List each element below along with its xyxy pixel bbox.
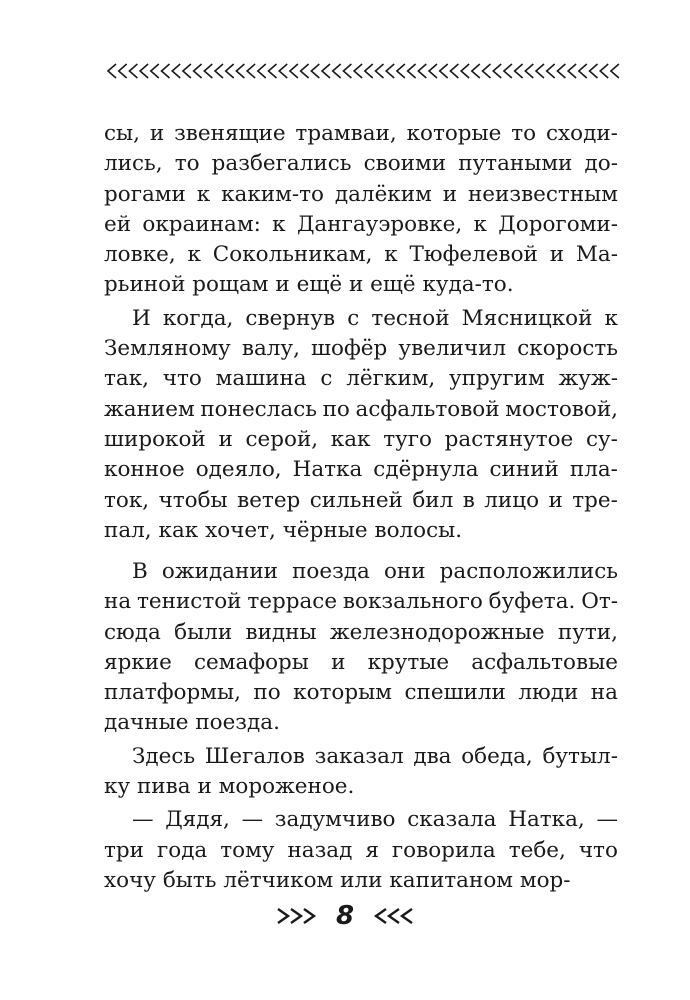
word: семафоры: [193, 649, 309, 675]
border-chevron: [440, 64, 448, 78]
word: Шегалов: [204, 743, 305, 769]
text-line: [104, 866, 618, 896]
word: —: [132, 807, 154, 833]
text-line: [104, 425, 618, 455]
word: В: [132, 559, 148, 584]
word: к: [272, 211, 286, 237]
word: сдёрнула: [373, 457, 479, 483]
word: понеслась: [200, 396, 317, 422]
word: лись,: [104, 151, 163, 177]
border-chevron: [408, 64, 416, 78]
text-block-upper: [104, 119, 618, 546]
word: растянутое: [444, 426, 574, 452]
word: как: [330, 426, 371, 452]
word: далёким: [334, 181, 432, 207]
word: видны: [245, 619, 317, 645]
word: и: [548, 487, 563, 513]
word: вокзального: [342, 589, 483, 615]
word: и: [149, 121, 165, 146]
word: сюда: [104, 619, 161, 645]
border-chevron: [172, 64, 180, 78]
word: чтобы: [158, 487, 228, 513]
text-line: [104, 836, 618, 866]
word: ловке,: [104, 242, 176, 268]
text-line: [104, 587, 618, 617]
word: жуж-: [558, 366, 618, 392]
border-chevron: [343, 64, 351, 78]
word: три: [104, 837, 144, 863]
border-chevron: [236, 64, 244, 78]
border-chevron: [290, 64, 298, 78]
border-chevron: [183, 64, 191, 78]
border-chevron: [429, 64, 437, 78]
word: путаными: [458, 151, 573, 177]
border-chevron: [301, 64, 309, 78]
border-chevron: [204, 64, 212, 78]
border-chevron: [151, 64, 159, 78]
word: обеда,: [461, 743, 533, 769]
word: звенящие: [174, 121, 286, 146]
word: Здесь: [132, 743, 196, 769]
word: года: [156, 837, 208, 863]
word: по: [322, 396, 350, 422]
text-line: [104, 119, 618, 149]
border-chevron: [333, 64, 341, 78]
border-chevron: [354, 64, 362, 78]
word: которые: [406, 121, 502, 146]
border-chevron: [129, 64, 137, 78]
word: как: [158, 517, 199, 543]
word: куда-то.: [422, 272, 514, 298]
word: яркие: [104, 649, 172, 675]
text-line: [104, 648, 618, 678]
border-chevron: [386, 64, 394, 78]
text-line: [104, 516, 618, 546]
word: в: [462, 487, 475, 513]
word: чёрные: [282, 517, 368, 543]
word: валу,: [241, 336, 300, 362]
border-chevron: [162, 64, 170, 78]
word: по: [253, 680, 281, 706]
word: конное: [104, 457, 185, 483]
word: пути,: [557, 619, 618, 645]
text-line: [104, 486, 618, 516]
text-line: [104, 395, 618, 425]
word: и: [331, 649, 346, 675]
border-chevron: [226, 64, 234, 78]
word: тебе,: [508, 837, 566, 863]
text-line: [104, 455, 618, 485]
word: что: [162, 366, 202, 392]
word: Мясницкой: [461, 305, 593, 331]
word: мороженое.: [218, 774, 355, 800]
word: к: [473, 211, 487, 237]
word: —: [596, 807, 618, 833]
word: к: [196, 181, 211, 207]
word: тенистой: [137, 589, 242, 615]
word: туго: [383, 426, 432, 452]
word: неизвестным: [467, 181, 618, 207]
text-line: [104, 678, 618, 708]
text-line: [104, 210, 618, 240]
word: рогами: [104, 181, 186, 207]
word: железнодорожные: [329, 619, 545, 645]
word: сходи-: [545, 121, 618, 146]
word: быть: [162, 867, 217, 893]
page-number: 8: [335, 901, 355, 931]
word: с: [347, 305, 360, 331]
word: От-: [581, 589, 618, 615]
text-block-lower: [104, 557, 618, 896]
text-line: [104, 304, 618, 334]
border-chevron: [258, 64, 266, 78]
word: бил: [412, 487, 454, 513]
word: платформы,: [104, 680, 241, 706]
word: люди: [518, 680, 579, 706]
word: Натка,: [508, 807, 585, 833]
word: пла-: [569, 457, 618, 483]
word: и: [442, 181, 458, 207]
border-chevron: [590, 64, 598, 78]
word: назад: [287, 837, 353, 863]
word: трамваи,: [295, 121, 397, 146]
word: расположились: [439, 559, 618, 584]
word: так,: [104, 366, 149, 392]
word: Земляному: [104, 336, 231, 362]
word: разбегались: [211, 151, 352, 177]
word: жанием: [104, 396, 195, 422]
word: с: [320, 366, 333, 392]
word: —: [241, 807, 264, 833]
word: Сокольникам,: [212, 242, 373, 268]
text-line: [104, 742, 618, 772]
word: к: [384, 242, 398, 268]
border-chevron: [376, 64, 384, 78]
border-chevron: [483, 64, 491, 78]
text-line: [104, 557, 618, 587]
word: то: [511, 121, 537, 146]
word: которым: [293, 680, 392, 706]
word: серой,: [245, 426, 319, 452]
word: и: [275, 272, 290, 298]
word: капитаном: [389, 867, 513, 893]
word: одеяло,: [195, 457, 282, 483]
border-chevron: [504, 64, 512, 78]
word: ветер: [237, 487, 301, 513]
word: И: [132, 305, 151, 331]
text-line: [104, 240, 618, 270]
word: и: [197, 774, 212, 800]
word: окраинам:: [142, 211, 261, 237]
word: Дядя,: [165, 807, 230, 833]
border-chevron: [269, 64, 277, 78]
word: к: [187, 242, 201, 268]
border-chevron: [418, 64, 426, 78]
border-chevron: [472, 64, 480, 78]
word: говорила: [391, 837, 496, 863]
right-chevrons-icon: [276, 906, 322, 926]
word: су-: [585, 426, 618, 452]
word: шофёр: [311, 336, 388, 362]
text-line: [104, 334, 618, 364]
text-line: [104, 618, 618, 648]
text-line: [104, 805, 618, 835]
word: Тюфелевой: [409, 242, 538, 268]
border-chevron: [397, 64, 405, 78]
word: когда,: [162, 305, 234, 331]
border-chevron: [279, 64, 287, 78]
word: ей: [104, 211, 132, 237]
word: то: [174, 151, 200, 177]
word: заказал: [314, 743, 404, 769]
border-chevron: [525, 64, 533, 78]
word: асфальтовые: [471, 649, 618, 675]
word: что: [578, 837, 618, 863]
border-chevron: [140, 64, 148, 78]
word: пива: [136, 774, 191, 800]
word: рощам: [192, 272, 269, 298]
word: каким-то: [221, 181, 324, 207]
border-chevron: [247, 64, 255, 78]
border-chevron: [536, 64, 544, 78]
border-chevron: [194, 64, 202, 78]
word: широкой: [104, 426, 206, 452]
word: к: [604, 305, 618, 331]
word: и: [549, 242, 565, 268]
word: свернув: [245, 305, 336, 331]
word: крутые: [367, 649, 450, 675]
word: упругим: [449, 366, 545, 392]
word: поезда: [292, 559, 370, 584]
word: на: [590, 680, 618, 706]
word: сказала: [407, 807, 497, 833]
word: спешили: [404, 680, 506, 706]
word: синий: [489, 457, 559, 483]
word: своими: [363, 151, 447, 177]
word: задумчиво: [274, 807, 396, 833]
text-line: [104, 772, 618, 802]
word: мостовой,: [505, 396, 618, 422]
word: лёгким,: [346, 366, 436, 392]
top-chevron-border: [106, 60, 620, 82]
border-chevron: [119, 64, 127, 78]
word: тре-: [572, 487, 618, 513]
word: до-: [584, 151, 618, 177]
word: хочет,: [205, 517, 276, 543]
word: увеличил: [398, 336, 507, 362]
border-chevron: [557, 64, 565, 78]
word: мор-: [519, 867, 571, 893]
word: пал,: [104, 517, 152, 543]
border-chevron: [611, 64, 619, 78]
border-chevron: [568, 64, 576, 78]
word: Дангауэровке,: [296, 211, 463, 237]
border-chevron: [461, 64, 469, 78]
word: ещё: [370, 272, 416, 298]
border-chevron: [215, 64, 223, 78]
word: и: [218, 426, 233, 452]
border-chevron: [600, 64, 608, 78]
border-chevron: [515, 64, 523, 78]
word: лицо: [484, 487, 540, 513]
word: скорость: [517, 336, 618, 362]
border-chevron: [547, 64, 555, 78]
left-chevrons-icon: [368, 906, 414, 926]
word: ток,: [104, 487, 150, 513]
word: ожидании: [161, 559, 278, 584]
word: Дорогоми-: [498, 211, 618, 237]
word: были: [174, 619, 233, 645]
word: Натка: [292, 457, 363, 483]
word: Ма-: [575, 242, 618, 268]
word: тому: [220, 837, 275, 863]
border-chevron: [108, 64, 116, 78]
word: рьиной: [104, 272, 186, 298]
word: и: [348, 272, 364, 298]
border-chevron: [579, 64, 587, 78]
word: сы,: [104, 121, 140, 146]
word: два: [413, 743, 452, 769]
word: асфальтовой: [355, 396, 500, 422]
word: поезда.: [195, 710, 280, 736]
text-line: [104, 180, 618, 210]
word: волосы.: [374, 517, 463, 543]
word: тесной: [371, 305, 450, 331]
border-chevron: [365, 64, 373, 78]
word: машина: [215, 366, 307, 392]
text-line: [104, 270, 618, 300]
border-chevron: [311, 64, 319, 78]
word: лётчиком: [223, 867, 334, 893]
word: ку: [104, 774, 131, 800]
word: я: [365, 837, 379, 863]
word: бутыл-: [542, 743, 618, 769]
word: сильней: [309, 487, 403, 513]
word: хочу: [104, 867, 156, 893]
word: дачные: [104, 710, 189, 736]
border-chevron: [322, 64, 330, 78]
word: ещё: [296, 272, 343, 298]
page-footer: [0, 898, 690, 934]
text-line: [104, 364, 618, 394]
word: террасе: [247, 589, 338, 615]
text-line: [104, 708, 618, 738]
word: или: [340, 867, 383, 893]
border-chevron: [493, 64, 501, 78]
border-chevron: [450, 64, 458, 78]
word: буфета.: [488, 589, 576, 615]
text-line: [104, 149, 618, 179]
word: на: [104, 589, 132, 615]
word: они: [383, 559, 426, 584]
